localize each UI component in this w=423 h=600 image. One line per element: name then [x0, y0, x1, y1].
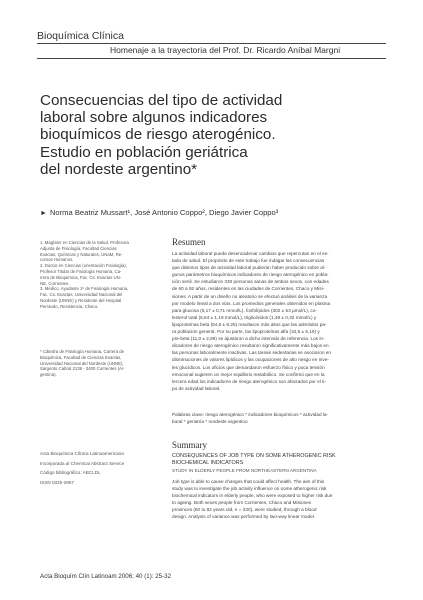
note-line: Adjunta de Fisiología, Facultad Ciencias [40, 245, 117, 251]
note-line: 1. Magíster en Ciencias de la Salud. Profesora [40, 240, 129, 245]
note-line: Bioquímica, Facultad de Ciencias Exactas, [40, 354, 122, 360]
note-line: * Cátedra de Fisiología Humana, Carrera de [40, 349, 125, 354]
resumen-line: gunos parámetros bioquímicos indicadores de riesgo aterogénico en pobla- [172, 272, 329, 278]
resumen-line: emocional sugieren un mejor equilibrio metabólico. Se confirmó que en la [172, 371, 325, 377]
keywords [172, 411, 384, 425]
resumen-line: para glucosa (5,17 ± 0,71 mmol/L), fosfolípidos (302 ± 53 µmol/L), co- [172, 307, 317, 313]
note-line: 2. Doctor en Ciencias (orientación Fisiología), [40, 263, 127, 269]
summary-title-line: CONSEQUENCES OF JOB TYPE ON SOME ATHEROGENIC RISK [172, 453, 336, 459]
note-line: Profesor Titular de Fisiología Humana, Ca- [40, 268, 122, 274]
homage-line: Homenaje a la trayectoria del Prof. Dr. Ricardo Aníbal Margni [110, 45, 341, 55]
resumen-line: que distintos tipos de actividad laboral pudieran haber producido sobre al- [172, 265, 326, 271]
resumen-line: ción senil. Se estudiaron 330 personas sanas de ambos sexos, con edades [172, 279, 329, 285]
resumen-line: tercera edad los indicadores de riesgo aterogénico son afectados por el ti- [172, 378, 326, 384]
note-line: Sargento Cabral 2139 - 3400 Corrientes (Ar- [40, 366, 125, 372]
note-line: NE, Corrientes. [40, 280, 70, 286]
note-line: cursos Humanos. [40, 257, 74, 263]
note-line: rrera de Bioquímica, Fac. Cs. Exactas UN- [40, 274, 122, 280]
authors-text: Norma Beatriz Mussart¹, José Antonio Coppo², Diego Javier Coppo³ [49, 208, 279, 217]
keywords-line: Palabras clave: riesgo aterogénico * indicadores bioquímicos * actividad la- [172, 412, 329, 417]
publication-info [40, 449, 160, 487]
resumen-line: disminuciones de valores lipídicos y las ocupaciones de alto riesgo en nive- [172, 357, 329, 363]
summary-body [172, 478, 384, 521]
resumen-line: pre-beta (11,0 ± 2,89) se ajustaron a dicho intervalo de referencia. Los in- [172, 336, 325, 342]
note-line: Perrando, Resistencia, Chaco. [40, 303, 99, 309]
header-divider [37, 43, 386, 44]
summary-line: design. Analysis of variance was performed by two-way linear model. [172, 514, 316, 520]
pubinfo-line: Código bibliográfico: ABCLDL [40, 470, 101, 475]
title-line: Consecuencias del tipo de actividad [40, 92, 283, 109]
title-line: Estudio en población geriátrica [40, 143, 248, 161]
note-line: gentina). [40, 372, 57, 378]
resumen-line: La actividad laboral puede desencadenar cambios que repercutan en el es- [172, 251, 329, 256]
summary-line: study was to investigate the job activity influence on some atherogenic risk [172, 486, 327, 492]
resumen-heading: Resumen [172, 237, 206, 247]
note-line: Exactas, Químicas y Naturales, UNaM, Re- [40, 251, 123, 257]
affiliation-notes [40, 240, 160, 310]
resumen-line: por modelo lineal a dos vías. Los promedios generales obtenidos en plasma [172, 300, 331, 306]
summary-line: biochemical indicators in elderly people, who were exposed to higher risk due [172, 493, 333, 499]
homage-divider [37, 58, 386, 59]
title-line: bioquímicos de riesgo aterogénico. [40, 126, 276, 144]
pubinfo-line: Acta Bioquímica Clínica Latinoamericana [40, 451, 124, 456]
keywords-line: boral * geriatría * nordeste argentino [172, 419, 248, 425]
resumen-line: po de actividad laboral. [172, 385, 221, 391]
summary-title-line: BIOCHEMICAL INDICATORS [172, 459, 244, 466]
resumen-line: ra población general. Por su parte, las lipoproteínas alfa (34,5 ± 5,19) y [172, 329, 320, 335]
title-line: del nordeste argentino* [40, 160, 198, 178]
summary-line: Job type is able to cause changes that could affect health. The aim of this [172, 479, 325, 484]
pubinfo-line: ISSN 0325-2957 [40, 479, 74, 485]
journal-citation: Acta Bioquím Clín Latinoam 2006; 40 (1): 25-32 [40, 573, 172, 580]
note-line: Universidad Nacional del Nordeste (UNNE), [40, 360, 124, 366]
resumen-line: de 60 a 92 años, residentes en las ciudades de Corrientes, Chaco y Misi- [172, 286, 325, 292]
summary-subtitle: STUDY IN ELDERLY PEOPLE FROM NORTHEASTERN ARGENTINA [172, 468, 317, 473]
resumen-line: siones. A partir de un diseño no aleatorio se efectuó análisis de la varianza [172, 293, 328, 299]
note-line: Fac. Cs. Exactas, Universidad Nacional del [40, 292, 123, 298]
resumen-line: lipoproteínas beta (54,5 ± 8,25) resultaron más altos que las admitidos pa- [172, 321, 327, 327]
summary-line: to ageing. Both sexes people from Corrientes, Chaco and Misiones [172, 500, 312, 506]
summary-heading: Summary [172, 440, 207, 450]
summary-title [172, 453, 384, 466]
title-line: laboral sobre algunos indicadores [40, 109, 268, 127]
resumen-line: tado de salud. El propósito de este trabajo fue indagar las consecuencias [172, 258, 325, 264]
note-line: 3. Médico. Ayudante 1º de Fisiología Humana, [40, 286, 129, 292]
resumen-line: les glucídicos. Los oficios que demandaron esfuerzo físico y poca tensión [172, 364, 325, 370]
summary-line: provinces (60 to 92 years old, n = 330), were studied, through a blood [172, 507, 317, 513]
resumen-line: lesterol total (5,64 ± 1,19 mmol/L), triglicéridos (1,48 ± 0,32 mmol/L) y [172, 314, 317, 320]
note-line: Nordeste (UNNE) y Residente del Hospital [40, 297, 122, 303]
resumen-line: las personas laboralmente inactivas. Las tareas sedentarias se asociaron en [172, 350, 331, 356]
article-title [40, 92, 385, 178]
resumen-body [172, 250, 384, 392]
author-bullet-icon: ► [40, 210, 47, 217]
resumen-line: dicadores de riesgo aterogénico resultaron significativamente más bajos en [172, 343, 329, 349]
author-list [40, 208, 278, 217]
pubinfo-line: Incorporada al Chemical Abstract Service [40, 460, 125, 466]
journal-section-title: Bioquímica Clínica [37, 30, 124, 42]
institution-note [40, 349, 160, 378]
